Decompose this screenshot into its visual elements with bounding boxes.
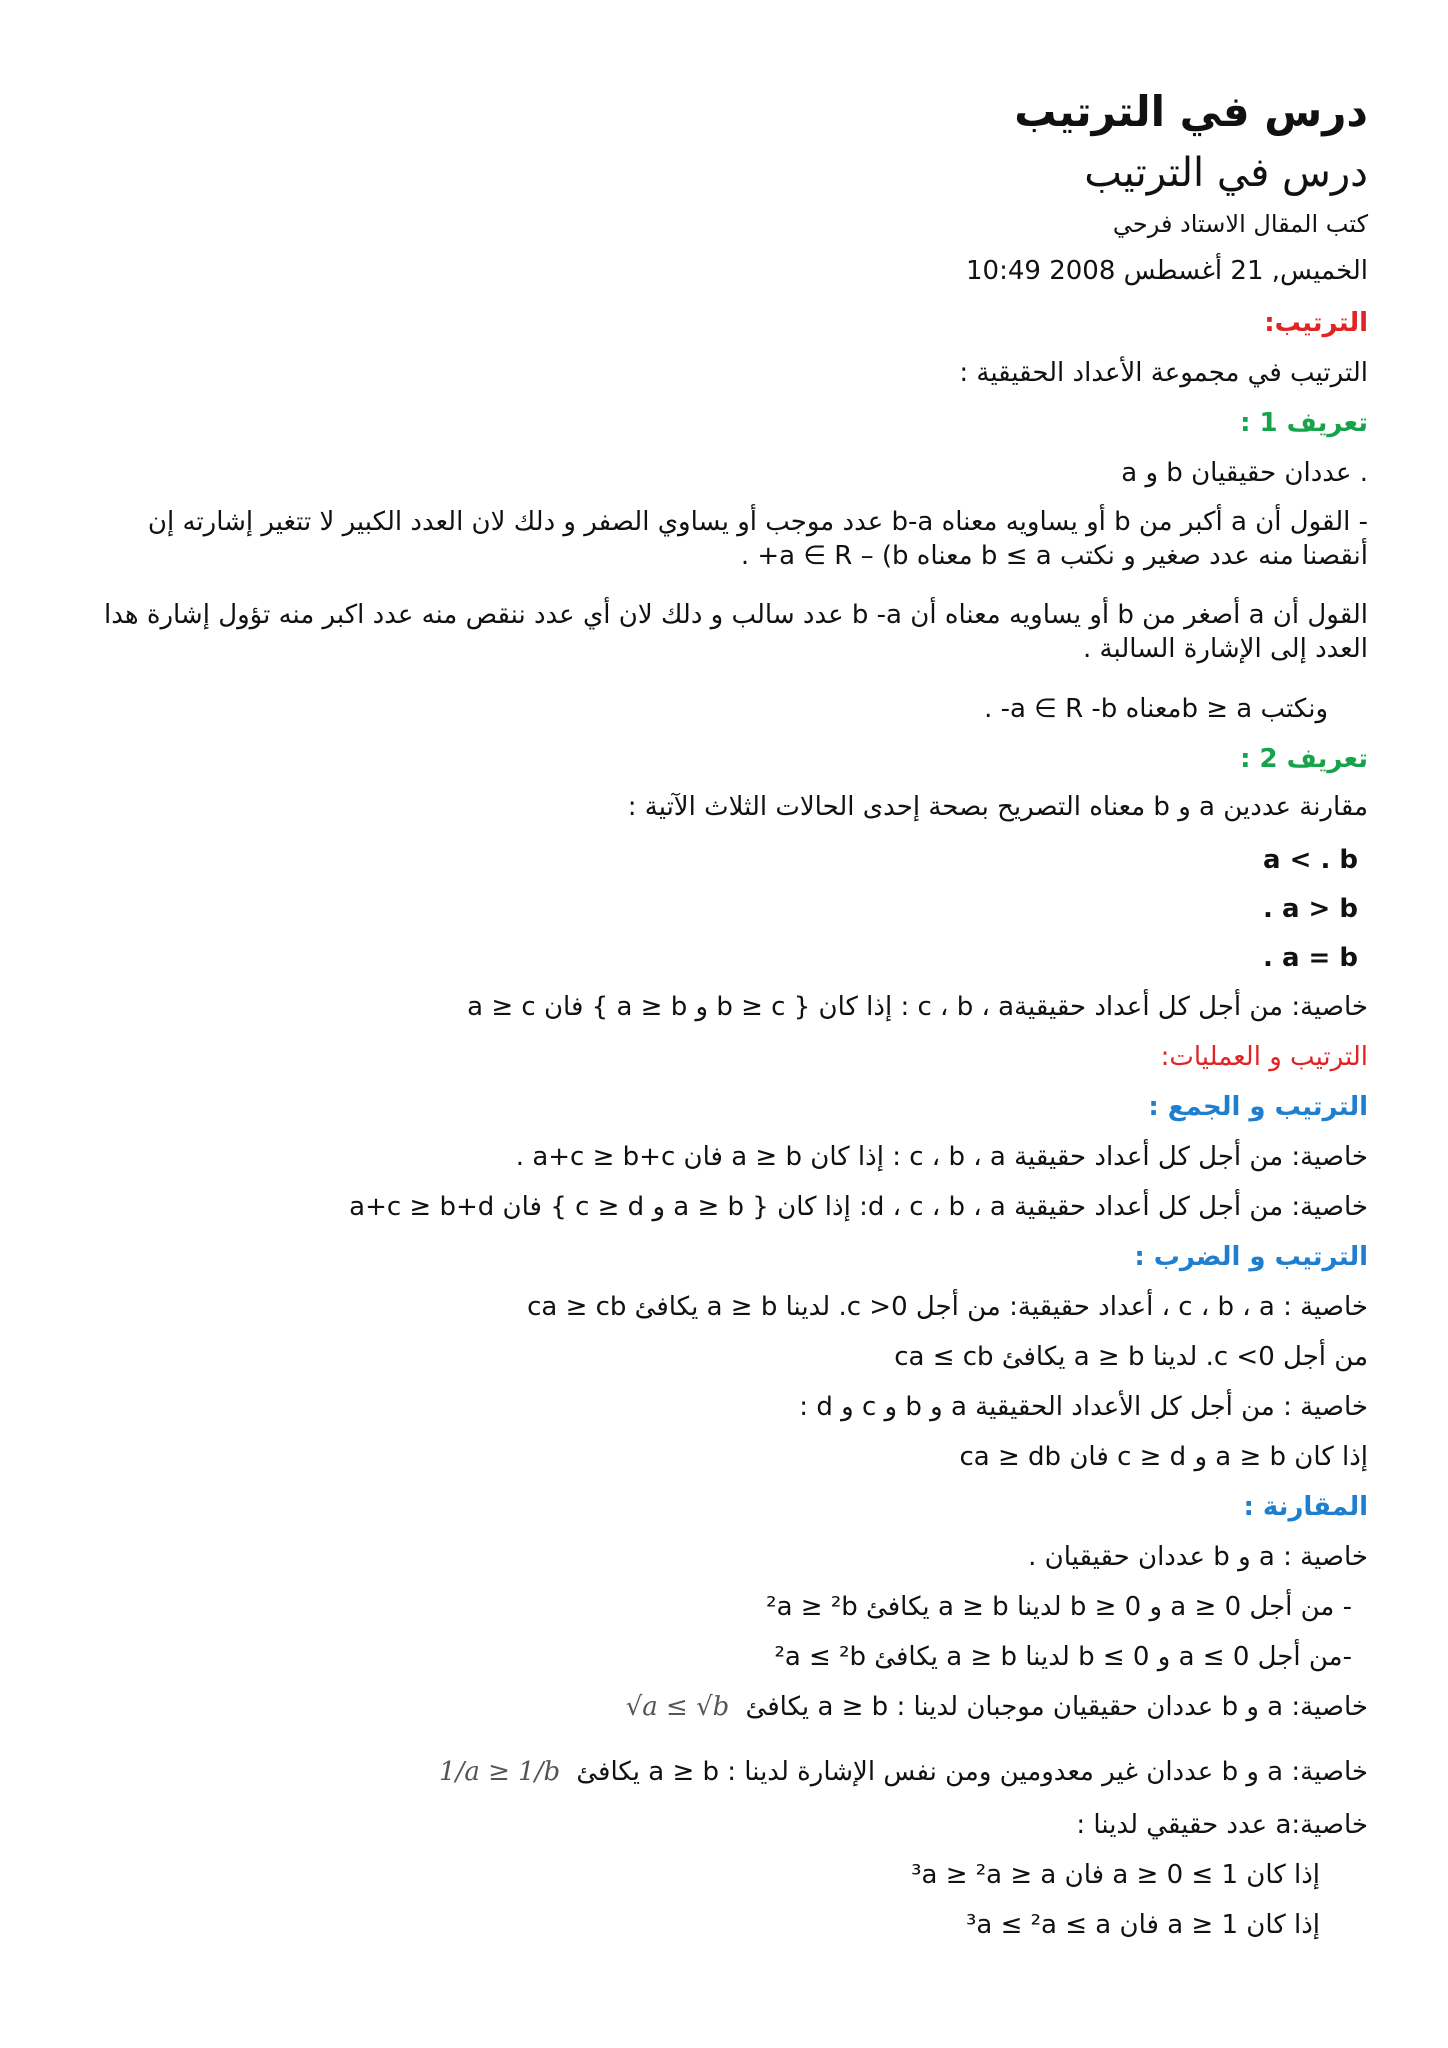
def1-line-1: a و b عددان حقيقيان . (1121, 458, 1368, 488)
property-transitivity: خاصية: من أجل كل أعداد حقيقيةc ، b ، a : إذا كان { b ≥ c و a ≥ b } فان a ≥ c (467, 992, 1368, 1022)
heading-order-mul: الترتيب و الضرب : (1134, 1242, 1368, 1272)
sqrt-expression: √a ≤ √b (625, 1692, 730, 1722)
def1-line-2: - القول أن a أكبر من b أو يساويه معناه b-a عدد موجب أو يساوي الصفر و دلك لان العدد الكبير لا تتغير إشارته إن أنقصنا منه عدد صغير و نكتب b ≤ a معناه a ∈ R – (b+ . (147, 507, 1368, 571)
heading-definition-1: تعريف 1 : (1240, 408, 1368, 438)
date-line: الخميس, 21 أغسطس 2008 10:49 (966, 256, 1368, 286)
page-title: درس في الترتيب (1084, 150, 1368, 196)
property-compare-1: خاصية : a و b عددان حقيقيان . (1028, 1542, 1368, 1572)
order-real-line: الترتيب في مجموعة الأعداد الحقيقية : (959, 358, 1368, 388)
property-add-2: خاصية: من أجل كل أعداد حقيقية d ، c ، b ، a: إذا كان { a ≥ b و c ≥ d } فان a+c ≥ b+d (349, 1192, 1368, 1222)
heading-compare: المقارنة : (1243, 1492, 1368, 1522)
property-mul-1: خاصية : c ، b ، a ، أعداد حقيقية: من أجل 0< c. لدينا a ≥ b يكافئ ca ≥ cb (527, 1292, 1368, 1322)
property-sqrt-text: خاصية: a و b عددان حقيقيان موجبان لدينا : a ≥ b يكافئ (745, 1692, 1368, 1722)
property-compare-3: -من أجل 0 ≥ a و 0 ≥ b لدينا a ≥ b يكافئ ²a ≤ ²b (774, 1642, 1352, 1672)
def1-line-4: ونكتب b ≥ aمعناه a ∈ R -b- . (984, 694, 1328, 724)
case-2: . a > b (1263, 894, 1358, 924)
def1-line-3: القول أن a أصغر من b أو يساويه معناه أن b -a عدد سالب و دلك لان أي عدد ننقص منه عدد اكبر منه تؤول إشارة هدا العدد إلى الإشارة السالبة . (103, 600, 1368, 664)
heading-order: الترتيب: (1264, 308, 1368, 338)
property-inverse (439, 1755, 1368, 1789)
def2-line-1: مقارنة عددين a و b معناه التصريح بصحة إحدى الحالات الثلاث الآتية : (627, 792, 1368, 822)
heading-definition-2: تعريف 2 : (1240, 744, 1368, 774)
property-mul-4: إذا كان a ≥ b و c ≥ d فان ca ≥ db (959, 1442, 1368, 1472)
property-inverse-text: خاصية: a و b عددان غير معدومين ومن نفس الإشارة لدينا : a ≥ b يكافئ (576, 1757, 1368, 1787)
heading-order-add: الترتيب و الجمع : (1148, 1092, 1368, 1122)
property-powers: خاصية:a عدد حقيقي لدينا : (1076, 1810, 1368, 1840)
author-line: كتب المقال الاستاد فرحي (1112, 210, 1368, 238)
property-sqrt (626, 1690, 1368, 1724)
powers-line-2: إذا كان 1 ≤ a فان ³a ≤ ²a ≤ a (965, 1910, 1320, 1940)
property-mul-2: من أجل 0> c. لدينا a ≥ b يكافئ ca ≤ cb (894, 1342, 1368, 1372)
property-mul-3: خاصية : من أجل كل الأعداد الحقيقية a و b و c و d : (799, 1392, 1368, 1422)
property-compare-2: - من أجل 0 ≤ a و 0 ≤ b لدينا a ≥ b يكافئ ²a ≥ ²b (766, 1592, 1352, 1622)
heading-order-ops: الترتيب و العمليات: (1160, 1042, 1368, 1072)
powers-line-1: إذا كان 1 ≥ 0 ≤ a فان ³a ≥ ²a ≥ a (911, 1860, 1320, 1890)
case-1: a < . b (1263, 845, 1358, 875)
inverse-expression: 1/a ≥ 1/b (439, 1757, 561, 1787)
case-3: . a = b (1263, 943, 1358, 973)
page-title-bold: درس في الترتيب (1014, 87, 1368, 136)
property-add-1: خاصية: من أجل كل أعداد حقيقية c ، b ، a : إذا كان a ≥ b فان a+c ≥ b+c . (515, 1142, 1368, 1172)
